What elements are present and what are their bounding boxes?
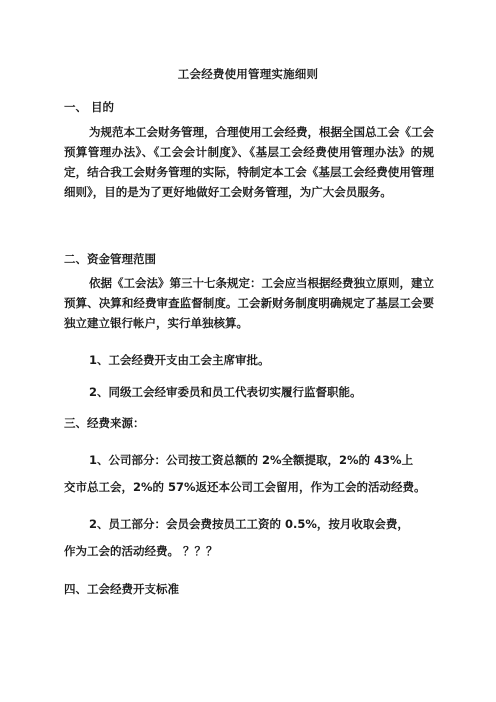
section-heading-fund-scope: 二、资金管理范围 — [64, 252, 156, 266]
fund-source-item-1-line-1: 1、公司部分：公司按工资总额的 2%全额提取，2%的 43%上 — [89, 453, 414, 467]
fund-scope-item-2: 2、同级工会经审委员和员工代表切实履行监督职能。 — [89, 385, 362, 399]
section-heading-fund-source: 三、经费来源： — [64, 416, 145, 430]
fund-scope-paragraph: 依据《工会法》第三十七条规定：工会应当根据经费独立原则，建立预算、决算和经费审查监督制度。工会新财务制度明确规定了基层工会要独立建立银行帐户，实行单独核算。 — [64, 276, 434, 330]
document-title: 工会经费使用管理实施细则 — [177, 67, 319, 81]
section-heading-expense-standard: 四、工会经费开支标准 — [64, 582, 179, 596]
fund-source-item-2-line-2: 作为工会的活动经费。 ？？？ — [64, 544, 218, 558]
fund-source-item-2-line-1: 2、员工部分：会员会费按员工工资的 0.5%，按月收取会费， — [89, 517, 409, 531]
section-heading-purpose: 一、 目的 — [64, 100, 115, 114]
purpose-paragraph: 为规范本工会财务管理，合理使用工会经费，根据全国总工会《工会预算管理办法》、《工会会计制度》、《基层工会经费使用管理办法》的规定，结合我工会财务管理的实际，特制定本工会《基层工会经费使用管理细则》，目的是为了更好地做好工会财务管理，为广大会员服务。 — [64, 125, 434, 199]
fund-scope-item-1: 1、工会经费开支由工会主席审批。 — [89, 353, 270, 367]
fund-source-item-1-line-2: 交市总工会，2%的 57%返还本公司工会留用，作为工会的活动经费。 — [64, 480, 426, 494]
